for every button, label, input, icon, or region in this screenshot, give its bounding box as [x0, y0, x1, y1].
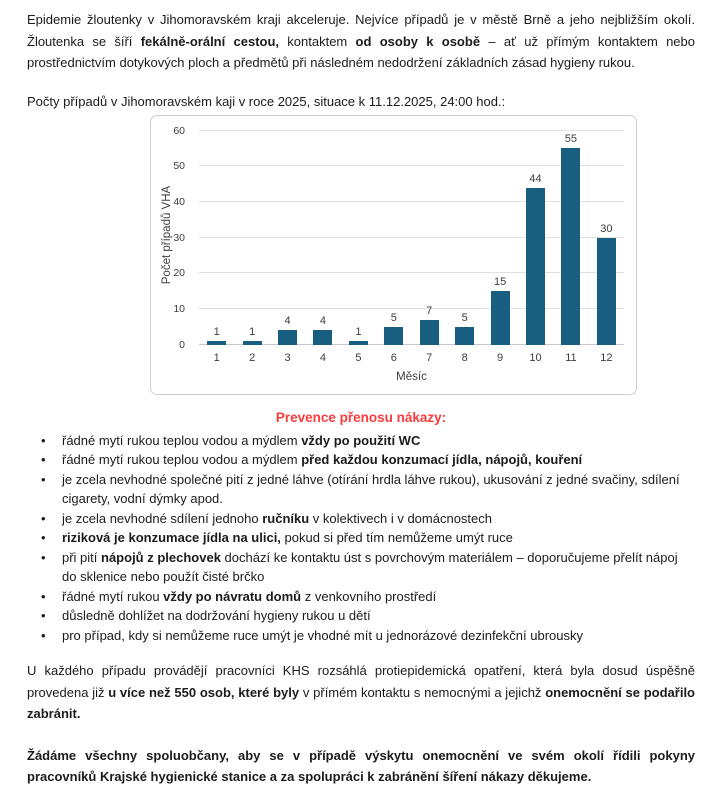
bullet-icon: • [41, 530, 46, 545]
bold-text: fekálně-orální cestou, [140, 33, 280, 49]
x-tick-label: 10 [529, 351, 542, 364]
bar-value-label: 5 [461, 311, 468, 324]
y-tick-label: 40 [173, 195, 185, 208]
text: v přímém kontaktu s nemocnými a jejichž [299, 684, 546, 700]
bar [491, 291, 510, 345]
bar-cell [482, 276, 517, 345]
bold-text: u více než 550 osob, které byly [108, 684, 300, 700]
y-axis-title: Počet případů VHA [161, 185, 173, 284]
bar-value-label: 4 [284, 315, 291, 328]
bold-text: Žádáme všechny spoluobčany, aby se v případě výskytu onemocnění ve svém okolí řídili pokyny pracovníků Krajské hygienické stanice a za spolupráci k zabránění šíření nákazy děkujeme. [27, 747, 695, 784]
text: při pití [62, 549, 102, 565]
bar-cell [412, 305, 447, 345]
y-tick-label: 50 [173, 160, 185, 173]
list-item [27, 587, 695, 607]
bar [349, 341, 368, 345]
list-item [27, 626, 695, 646]
cases-bar-chart [150, 115, 637, 395]
bold-text: riziková je konzumace jídla na ulici, [62, 530, 281, 545]
bar-value-label: 15 [493, 276, 507, 288]
chart-plot-area [199, 131, 624, 345]
x-tick-label: 7 [426, 351, 433, 364]
bullet-icon: • [41, 432, 46, 448]
text: dochází ke kontaktu úst s povrchovým materiálem – doporučujeme přelít nápoj do sklenice nebo použít čisté brčko [62, 549, 678, 584]
bar-cell [234, 326, 269, 345]
bullet-icon: • [41, 608, 46, 623]
x-tick-label: 11 [565, 351, 577, 364]
list-item [27, 606, 695, 626]
bar-cell [589, 223, 624, 345]
bullet-icon: • [41, 627, 46, 643]
y-tick-label: 10 [173, 302, 185, 315]
text: U každého případu provádějí pracovníci KHS rozsáhlá protiepidemická opatření, která byla dosud úspěšně provedena již [27, 663, 695, 700]
bar-cell [376, 312, 411, 345]
x-tick-label: 8 [461, 351, 468, 364]
bar-value-label: 7 [426, 304, 433, 317]
bold-text: vždy po použití WC [301, 432, 421, 448]
bar-cell [341, 326, 376, 345]
y-tick-label: 20 [173, 267, 185, 280]
y-tick-label: 0 [179, 338, 185, 351]
text: je zcela nevhodné sdílení jednoho [62, 510, 263, 526]
bar [597, 238, 616, 345]
bar [384, 327, 403, 345]
list-item [27, 450, 695, 470]
x-tick-label: 1 [213, 351, 220, 364]
prevention-list [27, 431, 695, 646]
intro-paragraph [27, 9, 695, 74]
x-tick-label: 5 [355, 351, 362, 364]
bold-text: od osoby k osobě [355, 33, 481, 49]
bar [207, 341, 226, 345]
x-tick-label: 12 [600, 351, 613, 364]
bullet-icon: • [41, 588, 46, 604]
chart-bars [199, 131, 624, 345]
list-item [27, 528, 695, 548]
y-axis-tick-labels [151, 124, 191, 351]
bar [278, 330, 297, 344]
bar [526, 188, 545, 345]
y-tick-label: 30 [173, 231, 185, 244]
bar-value-label: 4 [319, 315, 327, 328]
appeal-paragraph [27, 745, 695, 788]
bar [313, 330, 332, 344]
x-axis-tick-labels [199, 352, 624, 364]
list-item [27, 470, 695, 509]
bullet-icon: • [41, 510, 46, 526]
bar [561, 148, 580, 344]
bullet-icon: • [41, 452, 46, 467]
text: řádné mytí rukou teplou vodou a mýdlem [62, 432, 302, 448]
x-tick-label: 2 [249, 351, 256, 364]
bar-value-label: 1 [213, 325, 220, 338]
bar-value-label: 30 [600, 222, 613, 235]
bar-cell [199, 326, 234, 345]
x-tick-label: 9 [497, 351, 504, 364]
text: pokud si před tím nemůžeme umýt ruce [280, 530, 513, 545]
bold-text: ručníku [262, 510, 310, 526]
bar-value-label: 44 [529, 172, 542, 185]
y-tick-label: 60 [173, 124, 185, 137]
bullet-icon: • [41, 471, 46, 487]
text: kontaktem [279, 33, 356, 49]
bar-value-label: 5 [390, 311, 397, 324]
bold-text: nápojů z plechovek [101, 549, 221, 565]
x-axis-title: Měsíc [396, 370, 427, 383]
x-tick-label: 6 [390, 351, 397, 364]
bar-cell [553, 133, 588, 344]
bold-text: onemocnění se podařilo zabránit. [27, 684, 695, 721]
text: z venkovního prostředí [301, 588, 437, 604]
text: – ať už přímým kontaktem nebo prostřednictvím dotykových ploch a předmětů při následném nedodržení základních zásad hygieny rukou. [27, 33, 695, 70]
text: je zcela nevhodné společné pití z jedné láhve (otírání hrdla láhve rukou), ukusování z jedné svačiny, sdílení cigarety, vodní dýmky apod. [62, 471, 680, 506]
bar-value-label: 1 [355, 325, 362, 338]
text: pro případ, kdy si nemůžeme ruce umýt je vhodné mít u jednorázové dezinfekční ubrousky [62, 627, 583, 643]
text: v kolektivech i v domácnostech [309, 510, 492, 526]
x-tick-label: 4 [319, 351, 327, 364]
list-item [27, 548, 695, 587]
bar [420, 320, 439, 345]
bold-text: vždy po návratu domů [163, 588, 302, 604]
text: řádné mytí rukou [62, 588, 164, 604]
bar [243, 341, 262, 345]
text: Epidemie žloutenky v Jihomoravském kraji akceleruje. Nejvíce případů je v městě Brně a jeho nejbližším okolí. Žloutenka se šíří [27, 12, 695, 49]
bar [455, 327, 474, 345]
bar-cell [447, 312, 482, 345]
chart-caption: Počty případů v Jihomoravském kaji v roce 2025, situace k 11.12.2025, 24:00 hod.: [27, 93, 506, 109]
closing-paragraph [27, 660, 695, 725]
prevention-heading: Prevence přenosu nákazy: [275, 409, 447, 425]
bar-value-label: 55 [564, 133, 578, 146]
x-tick-label: 3 [284, 351, 291, 364]
bar-value-label: 1 [249, 325, 256, 338]
bar-cell [518, 173, 553, 345]
bullet-icon: • [41, 549, 46, 565]
text: důsledně dohlížet na dodržování hygieny rukou u dětí [62, 608, 371, 623]
bar-cell [305, 315, 340, 344]
bold-text: před každou konzumací jídla, nápojů, kouření [301, 452, 583, 467]
list-item [27, 509, 695, 529]
bar-cell [270, 315, 305, 344]
list-item [27, 431, 695, 451]
text: řádné mytí rukou teplou vodou a mýdlem [62, 452, 302, 467]
